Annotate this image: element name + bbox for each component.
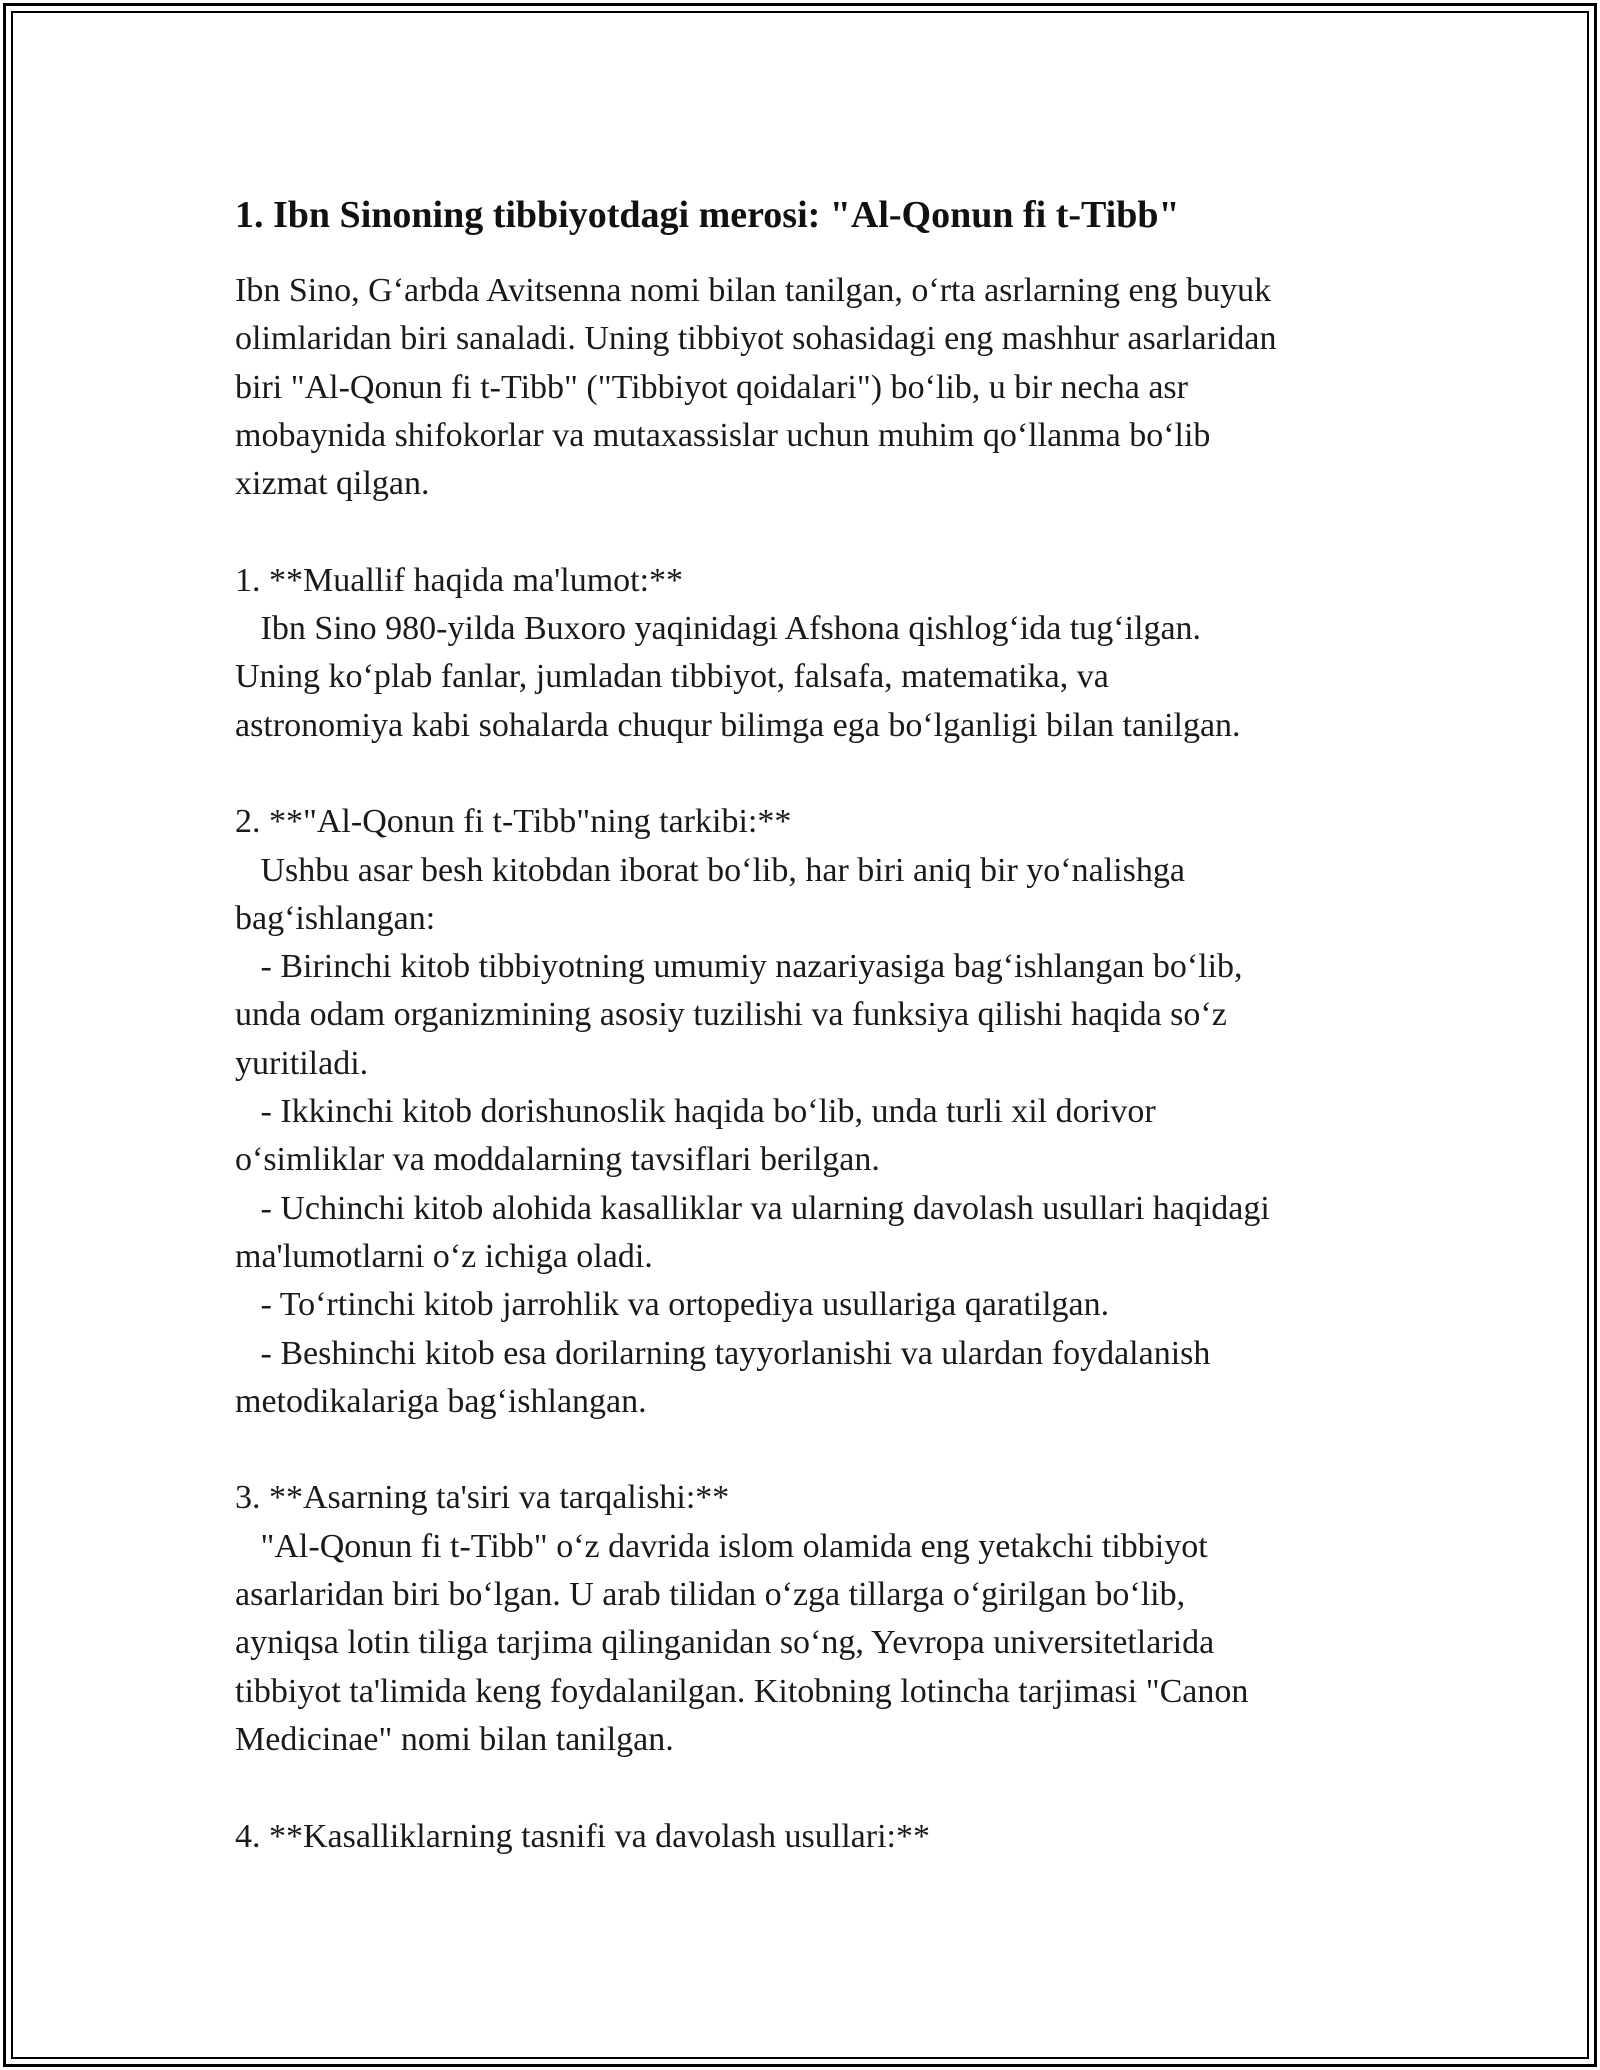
document-title: 1. Ibn Sinoning tibbiyotdagi merosi: "Al-Qonun fi t-Tibb" <box>235 194 1180 236</box>
document-page <box>235 185 1385 1861</box>
document-body: Ibn Sino, G‘arbda Avitsenna nomi bilan tanilgan, o‘rta asrlarning eng buyuk olimlaridan biri sanaladi. Uning tibbiyot sohasidagi eng mashhur asarlaridan biri "Al-Qonun fi t-Tibb" ("Tibbiyot qoidalari") bo‘lib, u bir necha asr mobaynida shifokorlar va mutaxassislar uchun muhim qo‘llanma bo‘lib xizmat qilgan. 1. **Muallif haqida ma'lumot:** Ibn Sino 980-yilda Buxoro yaqinidagi Afshona qishlog‘ida tug‘ilgan. Uning ko‘plab fanlar, jumladan tibbiyot, falsafa, matematika, va astronomiya kabi sohalarda chuqur bilimga ega bo‘lganligi bilan tanilgan. 2. **"Al-Qonun fi t-Tibb"ning tarkibi:** Ushbu asar besh kitobdan iborat bo‘lib, har biri aniq bir yo‘nalishga bag‘ishlangan: - Birinchi kitob tibbiyotning umumiy nazariyasiga bag‘ishlangan bo‘lib, unda odam organizmining asosiy tuzilishi va funksiya qilishi haqida so‘z yuritiladi. - Ikkinchi kitob dorishunoslik haqida bo‘lib, unda turli xil dorivor o‘simliklar va moddalarning tavsiflari berilgan. - Uchinchi kitob alohida kasalliklar va ularning davolash usullari haqidagi ma'lumotlarni o‘z ichiga oladi. - To‘rtinchi kitob jarrohlik va ortopediya usullariga qaratilgan. - Beshinchi kitob esa dorilarning tayyorlanishi va ulardan foydalanish metodikalariga bag‘ishlangan. 3. **Asarning ta'siri va tarqalishi:** "Al-Qonun fi t-Tibb" o‘z davrida islom olamida eng yetakchi tibbiyot asarlaridan biri bo‘lgan. U arab tilidan o‘zga tillarga o‘girilgan bo‘lib, ayniqsa lotin tiliga tarjima qilinganidan so‘ng, Yevropa universitetlarida tibbiyot ta'limida keng foydalanilgan. Kitobning lotincha tarjimasi "Canon Medicinae" nomi bilan tanilgan. 4. **Kasalliklarning tasnifi va davolash usullari:** <box>235 272 1277 1855</box>
